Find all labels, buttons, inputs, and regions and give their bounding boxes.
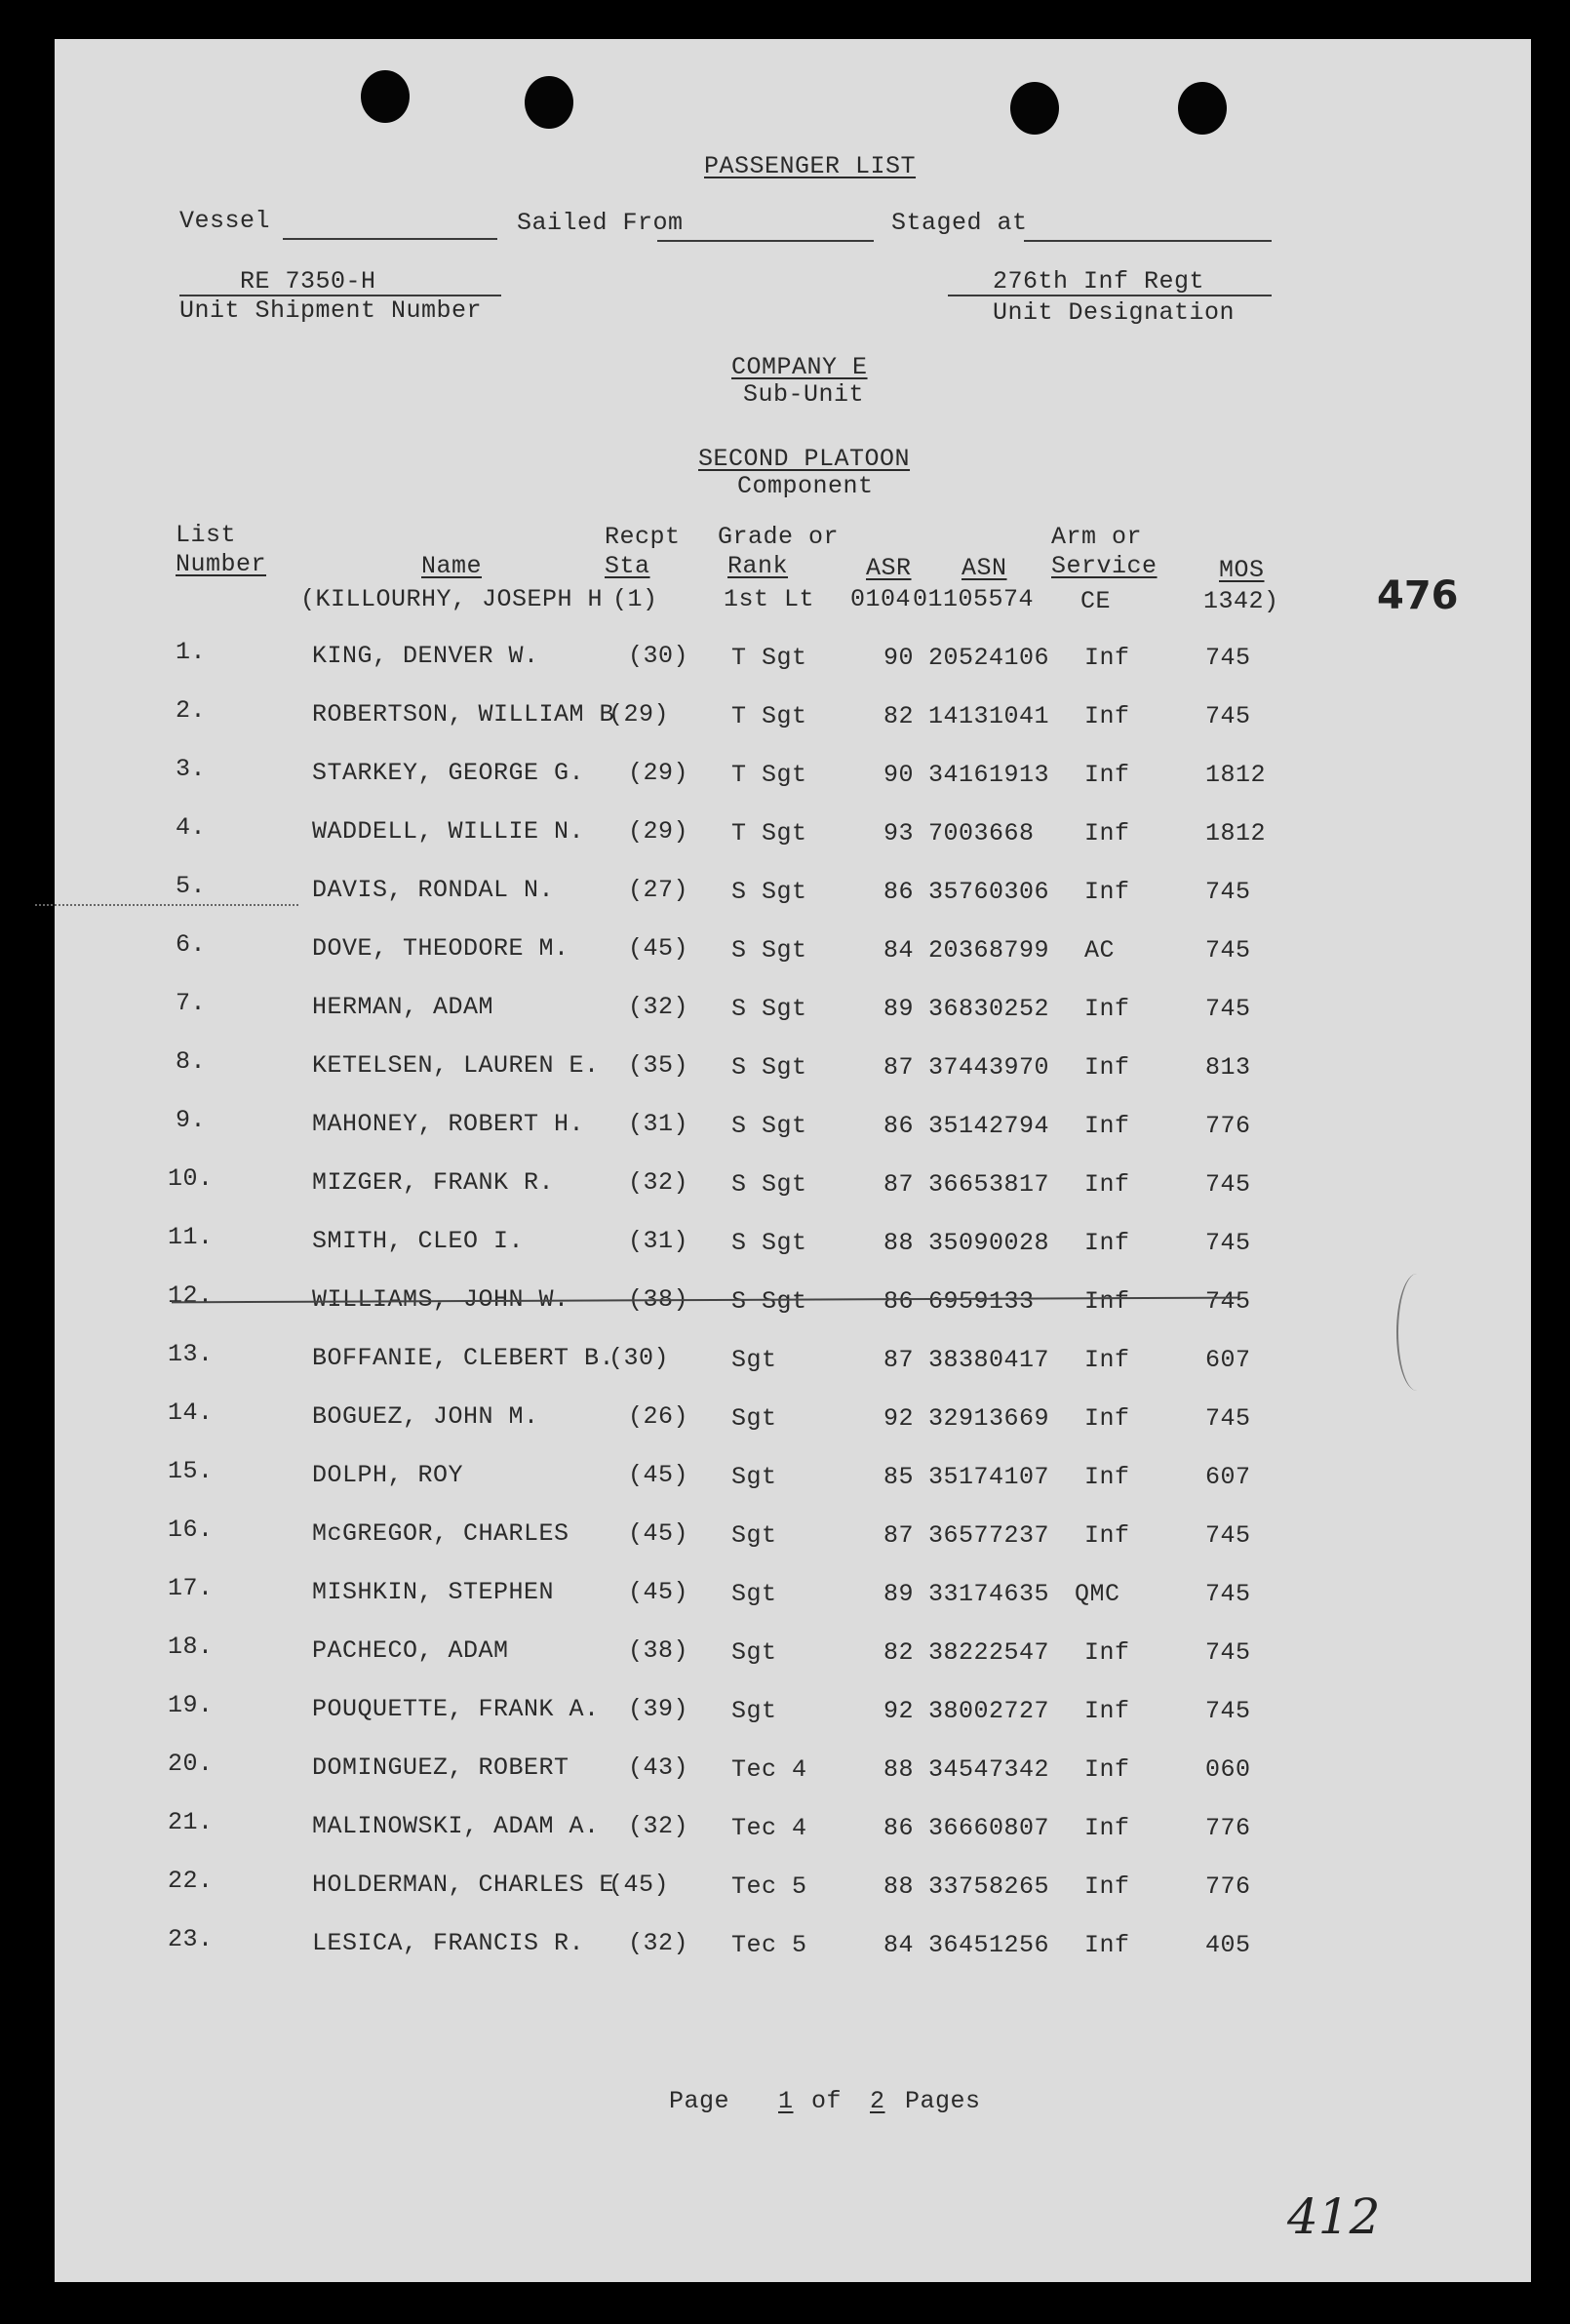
- cell-asr: 93: [883, 819, 915, 847]
- cell-name: WILLIAMS, JOHN W.: [312, 1285, 569, 1314]
- cell-recpt: (27): [628, 876, 689, 904]
- cell-num: 14.: [168, 1398, 214, 1427]
- page-of: of: [811, 2087, 843, 2115]
- cell-grade: Sgt: [731, 1463, 777, 1491]
- cell-mos: 813: [1205, 1053, 1251, 1082]
- cell-num: 5.: [176, 872, 207, 900]
- cell-grade: T Sgt: [731, 702, 807, 730]
- cell-recpt: (31): [628, 1110, 689, 1138]
- cell-num: 15.: [168, 1457, 214, 1485]
- cell-asr: 86: [883, 1112, 915, 1140]
- cell-arm: Inf: [1084, 1287, 1130, 1316]
- unit-designation-label: Unit Designation: [993, 298, 1236, 327]
- cell-num: 10.: [168, 1164, 214, 1193]
- cell-recpt: (29): [628, 759, 689, 787]
- cell-name: DOMINGUEZ, ROBERT: [312, 1753, 569, 1782]
- document-page: [55, 39, 1531, 2282]
- cell-name: MIZGER, FRANK R.: [312, 1168, 555, 1197]
- cell-asr: 82: [883, 702, 915, 730]
- cell-asn: 33174635: [928, 1580, 1050, 1608]
- cell-recpt: (38): [628, 1636, 689, 1665]
- cell-recpt: (32): [628, 1168, 689, 1197]
- cell-asr: 90: [883, 644, 915, 672]
- vessel-field-line: [283, 238, 497, 240]
- cell-asr: 85: [883, 1463, 915, 1491]
- punch-hole: [1178, 82, 1227, 135]
- cell-grade: Tec 5: [731, 1872, 807, 1901]
- cell-mos: 1812: [1205, 819, 1267, 847]
- cell-asn: 6959133: [928, 1287, 1035, 1316]
- cell-name: KING, DENVER W.: [312, 642, 539, 670]
- cell-num: 6.: [176, 930, 207, 959]
- cell-grade: Sgt: [731, 1638, 777, 1667]
- cell-asr: 90: [883, 761, 915, 789]
- cell-recpt: (32): [628, 1812, 689, 1840]
- cell-mos: 745: [1205, 936, 1251, 965]
- cell-mos: 060: [1205, 1755, 1251, 1784]
- cell-asr: 86: [883, 1287, 915, 1316]
- cell-grade: S Sgt: [731, 1229, 807, 1257]
- cell-recpt: (45): [608, 1871, 670, 1899]
- cell-recpt: (32): [628, 993, 689, 1021]
- staged-at-field-line: [1024, 240, 1272, 242]
- cell-recpt: (39): [628, 1695, 689, 1723]
- cell-asr: 86: [883, 878, 915, 906]
- unit-designation: 276th Inf Regt: [993, 267, 1205, 295]
- cell-recpt: (43): [628, 1753, 689, 1782]
- cell-mos: 607: [1205, 1463, 1251, 1491]
- cell-grade: Sgt: [731, 1404, 777, 1433]
- cell-name: MISHKIN, STEPHEN: [312, 1578, 555, 1606]
- cell-num: 8.: [176, 1047, 207, 1076]
- sub-unit: COMPANY E: [731, 353, 868, 381]
- cell-arm: Inf: [1084, 1170, 1130, 1199]
- cell-num: 23.: [168, 1925, 214, 1953]
- cell-name: (KILLOURHY, JOSEPH H: [300, 585, 604, 613]
- dotted-mark: [35, 904, 298, 906]
- cell-arm: Inf: [1084, 1814, 1130, 1842]
- cell-asn: 14131041: [928, 702, 1050, 730]
- col-list: List: [176, 521, 237, 549]
- cell-recpt: (30): [628, 642, 689, 670]
- cell-num: 3.: [176, 755, 207, 783]
- cell-name: PACHECO, ADAM: [312, 1636, 509, 1665]
- cell-num: 1.: [176, 638, 207, 666]
- cell-recpt: (31): [628, 1227, 689, 1255]
- component-label: Component: [737, 472, 874, 500]
- cell-arm: Inf: [1084, 1638, 1130, 1667]
- cell-asr: 84: [883, 1931, 915, 1959]
- unit-shipment-label: Unit Shipment Number: [179, 296, 483, 325]
- page-total: 2: [870, 2087, 885, 2115]
- cell-recpt: (35): [628, 1051, 689, 1080]
- col-service: Service: [1051, 552, 1158, 580]
- cell-mos: 745: [1205, 702, 1251, 730]
- cell-arm: Inf: [1084, 1346, 1130, 1374]
- cell-asn: 36830252: [928, 995, 1050, 1023]
- cell-num: 19.: [168, 1691, 214, 1719]
- cell-grade: S Sgt: [731, 1170, 807, 1199]
- cell-arm: Inf: [1084, 878, 1130, 906]
- cell-grade: Tec 4: [731, 1814, 807, 1842]
- col-name: Name: [421, 552, 483, 580]
- cell-num: 18.: [168, 1633, 214, 1661]
- cell-mos: 776: [1205, 1814, 1251, 1842]
- cell-mos: 745: [1205, 878, 1251, 906]
- cell-asn: 35174107: [928, 1463, 1050, 1491]
- cell-grade: Sgt: [731, 1697, 777, 1725]
- cell-mos: 745: [1205, 1287, 1251, 1316]
- cell-recpt: (38): [628, 1285, 689, 1314]
- cell-mos: 745: [1205, 1638, 1251, 1667]
- cell-num: 16.: [168, 1516, 214, 1544]
- cell-num: 9.: [176, 1106, 207, 1134]
- cell-arm: Inf: [1084, 1755, 1130, 1784]
- cell-grade: S Sgt: [731, 1112, 807, 1140]
- cell-arm: Inf: [1084, 995, 1130, 1023]
- cell-asr: 92: [883, 1404, 915, 1433]
- cell-arm: Inf: [1084, 644, 1130, 672]
- cell-asn: 20368799: [928, 936, 1050, 965]
- cell-arm: Inf: [1084, 1053, 1130, 1082]
- cell-asr: 0104: [850, 585, 912, 613]
- cell-mos: 1342): [1203, 587, 1279, 615]
- cell-name: MAHONEY, ROBERT H.: [312, 1110, 585, 1138]
- cell-grade: Sgt: [731, 1580, 777, 1608]
- cell-arm: Inf: [1084, 1229, 1130, 1257]
- cell-num: 21.: [168, 1808, 214, 1836]
- cell-name: ROBERTSON, WILLIAM B: [312, 700, 615, 729]
- cell-asn: 36653817: [928, 1170, 1050, 1199]
- cell-num: 22.: [168, 1867, 214, 1895]
- cell-num: 12.: [168, 1281, 214, 1310]
- cell-arm: Inf: [1084, 819, 1130, 847]
- cell-asr: 87: [883, 1346, 915, 1374]
- cell-asn: 34161913: [928, 761, 1050, 789]
- col-asr: ASR: [866, 554, 912, 582]
- cell-asn: 38222547: [928, 1638, 1050, 1667]
- cell-asr: 92: [883, 1697, 915, 1725]
- col-number: Number: [176, 550, 267, 578]
- cell-mos: 1812: [1205, 761, 1267, 789]
- col-asn: ASN: [962, 554, 1007, 582]
- cell-asr: 87: [883, 1521, 915, 1550]
- cell-num: 13.: [168, 1340, 214, 1368]
- cell-grade: 1st Lt: [724, 585, 815, 613]
- cell-mos: 776: [1205, 1112, 1251, 1140]
- cell-mos: 745: [1205, 1170, 1251, 1199]
- cell-arm: Inf: [1084, 1697, 1130, 1725]
- cell-mos: 405: [1205, 1931, 1251, 1959]
- cell-mos: 607: [1205, 1346, 1251, 1374]
- cell-asn: 35090028: [928, 1229, 1050, 1257]
- page-prefix: Page: [669, 2087, 730, 2115]
- cell-grade: Tec 4: [731, 1755, 807, 1784]
- cell-arm: Inf: [1084, 1404, 1130, 1433]
- cell-name: POUQUETTE, FRANK A.: [312, 1695, 600, 1723]
- cell-mos: 776: [1205, 1872, 1251, 1901]
- margin-curve-mark: [1396, 1274, 1437, 1391]
- cell-num: 20.: [168, 1750, 214, 1778]
- cell-recpt: (26): [628, 1402, 689, 1431]
- unit-designation-line: [948, 295, 1272, 296]
- col-arm: Arm or: [1051, 523, 1143, 551]
- cell-recpt: (29): [608, 700, 670, 729]
- sailed-from-field-line: [657, 240, 874, 242]
- sailed-from-label: Sailed From: [517, 209, 684, 237]
- cell-name: HOLDERMAN, CHARLES E: [312, 1871, 615, 1899]
- unit-shipment-number: RE 7350-H: [240, 267, 376, 295]
- cell-name: DAVIS, RONDAL N.: [312, 876, 555, 904]
- cell-grade: T Sgt: [731, 644, 807, 672]
- cell-mos: 745: [1205, 1521, 1251, 1550]
- cell-grade: S Sgt: [731, 936, 807, 965]
- cell-asn: 38380417: [928, 1346, 1050, 1374]
- cell-name: SMITH, CLEO I.: [312, 1227, 525, 1255]
- cell-asn: 35760306: [928, 878, 1050, 906]
- cell-grade: Tec 5: [731, 1931, 807, 1959]
- component: SECOND PLATOON: [698, 445, 911, 473]
- page-title: PASSENGER LIST: [704, 152, 917, 180]
- cell-mos: 745: [1205, 1404, 1251, 1433]
- cell-mos: 745: [1205, 1580, 1251, 1608]
- punch-hole: [1010, 82, 1059, 135]
- cell-asn: 34547342: [928, 1755, 1050, 1784]
- punch-hole: [361, 70, 410, 123]
- cell-name: STARKEY, GEORGE G.: [312, 759, 585, 787]
- cell-grade: T Sgt: [731, 819, 807, 847]
- cell-arm: Inf: [1084, 1521, 1130, 1550]
- cell-asn: 36577237: [928, 1521, 1050, 1550]
- cell-num: 17.: [168, 1574, 214, 1602]
- cell-name: HERMAN, ADAM: [312, 993, 494, 1021]
- cell-recpt: (45): [628, 1519, 689, 1548]
- cell-name: WADDELL, WILLIE N.: [312, 817, 585, 846]
- cell-asr: 87: [883, 1053, 915, 1082]
- cell-num: 4.: [176, 813, 207, 842]
- cell-asn: 7003668: [928, 819, 1035, 847]
- cell-grade: S Sgt: [731, 878, 807, 906]
- cell-asn: 33758265: [928, 1872, 1050, 1901]
- cell-recpt: (45): [628, 1578, 689, 1606]
- cell-asn: 01105574: [913, 585, 1035, 613]
- vessel-label: Vessel: [179, 207, 271, 235]
- cell-asr: 84: [883, 936, 915, 965]
- cell-grade: S Sgt: [731, 1053, 807, 1082]
- cell-grade: Sgt: [731, 1521, 777, 1550]
- cell-asn: 37443970: [928, 1053, 1050, 1082]
- cell-mos: 745: [1205, 1229, 1251, 1257]
- cell-mos: 745: [1205, 995, 1251, 1023]
- cell-asn: 38002727: [928, 1697, 1050, 1725]
- cell-recpt: (1): [612, 585, 658, 613]
- cell-name: MALINOWSKI, ADAM A.: [312, 1812, 600, 1840]
- cell-name: BOFFANIE, CLEBERT B.: [312, 1344, 615, 1372]
- cell-asr: 87: [883, 1170, 915, 1199]
- col-mos: MOS: [1219, 556, 1265, 584]
- cell-grade: S Sgt: [731, 995, 807, 1023]
- cell-asr: 88: [883, 1229, 915, 1257]
- handwritten-page-number: 412: [1287, 2188, 1381, 2245]
- stamp-number: 476: [1377, 573, 1459, 618]
- cell-grade: Sgt: [731, 1346, 777, 1374]
- cell-grade: S Sgt: [731, 1287, 807, 1316]
- cell-arm: Inf: [1084, 702, 1130, 730]
- cell-name: KETELSEN, LAUREN E.: [312, 1051, 600, 1080]
- cell-arm: Inf: [1084, 1112, 1130, 1140]
- col-sta: Sta: [605, 552, 650, 580]
- cell-asr: 88: [883, 1872, 915, 1901]
- cell-recpt: (29): [628, 817, 689, 846]
- cell-asr: 86: [883, 1814, 915, 1842]
- cell-recpt: (45): [628, 1461, 689, 1489]
- col-grade: Grade or: [718, 523, 840, 551]
- cell-asr: 82: [883, 1638, 915, 1667]
- staged-at-label: Staged at: [891, 209, 1028, 237]
- cell-mos: 745: [1205, 644, 1251, 672]
- cell-arm: QMC: [1075, 1580, 1120, 1608]
- cell-arm: Inf: [1084, 1931, 1130, 1959]
- cell-recpt: (32): [628, 1929, 689, 1957]
- cell-recpt: (30): [608, 1344, 670, 1372]
- col-recpt: Recpt: [605, 523, 681, 551]
- cell-arm: AC: [1084, 936, 1116, 965]
- cell-asn: 36451256: [928, 1931, 1050, 1959]
- cell-arm: CE: [1080, 587, 1112, 615]
- cell-asr: 89: [883, 1580, 915, 1608]
- cell-num: 11.: [168, 1223, 214, 1251]
- cell-name: DOLPH, ROY: [312, 1461, 464, 1489]
- cell-name: LESICA, FRANCIS R.: [312, 1929, 585, 1957]
- cell-arm: Inf: [1084, 1872, 1130, 1901]
- punch-hole: [525, 76, 573, 129]
- cell-arm: Inf: [1084, 761, 1130, 789]
- col-rank: Rank: [727, 552, 789, 580]
- cell-asn: 20524106: [928, 644, 1050, 672]
- cell-asn: 35142794: [928, 1112, 1050, 1140]
- cell-mos: 745: [1205, 1697, 1251, 1725]
- cell-name: DOVE, THEODORE M.: [312, 934, 569, 963]
- cell-asn: 36660807: [928, 1814, 1050, 1842]
- cell-name: BOGUEZ, JOHN M.: [312, 1402, 539, 1431]
- cell-num: 7.: [176, 989, 207, 1017]
- cell-recpt: (45): [628, 934, 689, 963]
- cell-num: 2.: [176, 696, 207, 725]
- page-number: 1: [778, 2087, 794, 2115]
- page-suffix: Pages: [905, 2087, 981, 2115]
- cell-asr: 88: [883, 1755, 915, 1784]
- cell-asn: 32913669: [928, 1404, 1050, 1433]
- cell-name: McGREGOR, CHARLES: [312, 1519, 569, 1548]
- sub-unit-label: Sub-Unit: [743, 380, 865, 409]
- cell-asr: 89: [883, 995, 915, 1023]
- cell-grade: T Sgt: [731, 761, 807, 789]
- cell-arm: Inf: [1084, 1463, 1130, 1491]
